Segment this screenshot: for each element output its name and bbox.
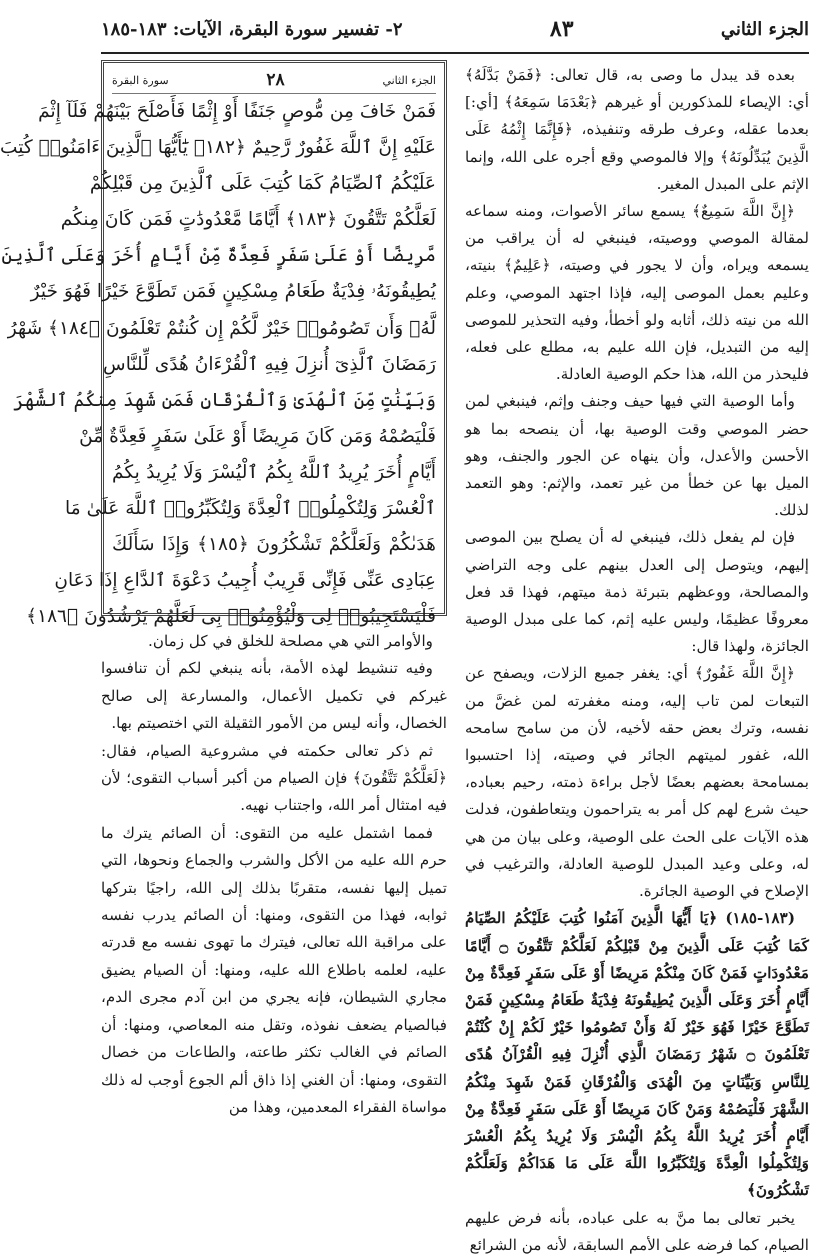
page-number: ٨٣	[549, 16, 574, 42]
mushaf-line: ٱلْعُسْرَ وَلِتُكْمِلُوا۟ ٱلْعِدَّةَ وَلِتُكَبِّرُوا۟ ٱللَّهَ عَلَىٰ مَا	[65, 498, 436, 520]
mushaf-page-number: ٢٨	[266, 70, 285, 90]
mushaf-line: فَلْيَصُمْهُ وَمَن كَانَ مَرِيضًا أَوْ عَلَىٰ سَفَرٍ فَعِدَّةٌ مِّنْ	[79, 425, 436, 447]
page-header	[101, 6, 809, 54]
mushaf-line: وَبَيِّنَٰتٍ مِّنَ ٱلْهُدَىٰ وَٱلْفُرْقَانِ فَمَن شَهِدَ مِنكُمُ ٱلشَّهْرَ	[13, 389, 436, 411]
mushaf-line: هَدَىٰكُمْ وَلَعَلَّكُمْ تَشْكُرُونَ ﴿١٨٥﴾ وَإِذَا سَأَلَكَ	[112, 534, 436, 556]
paragraph: والأوامر التي هي مصلحة للخلق في كل زمان.	[148, 632, 433, 650]
mushaf-line: عَلَيْهِ إِنَّ ٱللَّهَ غَفُورٌ رَّحِيمٌ ﴿١٨٢﴾ يَٰٓأَيُّهَا ٱلَّذِينَ ءَامَنُوا۟ كُتِبَ	[0, 137, 436, 159]
mushaf-line: فَمَنْ خَافَ مِن مُّوصٍ جَنَفًا أَوْ إِثْمًا فَأَصْلَحَ بَيْنَهُمْ فَلَآ إِثْمَ	[38, 101, 436, 122]
paragraph: فإن لم يفعل ذلك، فينبغي له أن يصلح بين الموصى إليهم، ويتوصل إلى العدل بينهم على وجه التراضي والمصالحة، ووعظهم بتبرئة ذمة ميتهم، فهذا قد فعل معروفًا عظيمًا، وليس عليه إثم، كما على مبدل الوصية الجائزة، ولهذا قال:	[465, 528, 809, 656]
surah-info: ٢- تفسير سورة البقرة، الآيات: ١٨٣-١٨٥	[101, 18, 403, 40]
mushaf-header	[112, 67, 436, 94]
mushaf-line: رَمَضَانَ ٱلَّذِىٓ أُنزِلَ فِيهِ ٱلْقُرْءَانُ هُدًى لِّلنَّاسِ	[103, 353, 436, 375]
mushaf-surah-label: سورة البقرة	[112, 73, 169, 87]
paragraph: وفيه تنشيط لهذه الأمة، بأنه ينبغي لكم أن تنافسوا غيركم في تكميل الأعمال، والمسارعة إلى صالح الخصال، وأنه ليس من الأمور الثقيلة التي اختصيتم بها.	[101, 659, 447, 733]
mushaf-line: فَلْيَسْتَجِيبُوا۟ لِى وَلْيُؤْمِنُوا۟ بِى لَعَلَّهُمْ يَرْشُدُونَ ﴿١٨٦﴾	[26, 606, 436, 628]
mushaf-line: لَّهُۥ وَأَن تَصُومُوا۟ خَيْرٌ لَّكُمْ إِن كُنتُمْ تَعْلَمُونَ ﴿١٨٤﴾ شَهْرُ	[7, 317, 436, 339]
mushaf-page-frame	[0, 60, 447, 628]
verse-paragraph: (١٨٣-١٨٥) ﴿يَا أَيُّهَا الَّذِينَ آمَنُوا كُتِبَ عَلَيْكُمُ الصِّيَامُ كَمَا كُتِبَ عَلَى الَّذِينَ مِنْ قَبْلِكُمْ لَعَلَّكُمْ تَتَّقُونَ ۝ أَيَّامًا مَعْدُودَاتٍ فَمَنْ كَانَ مِنْكُمْ مَرِيضًا أَوْ عَلَى سَفَرٍ فَعِدَّةٌ مِنْ أَيَّامٍ أُخَرَ وَعَلَى الَّذِينَ يُطِيقُونَهُ فِدْيَةٌ طَعَامُ مِسْكِينٍ فَمَنْ تَطَوَّعَ خَيْرًا فَهُوَ خَيْرٌ لَهُ وَأَنْ تَصُومُوا خَيْرٌ لَكُمْ إِنْ كُنْتُمْ تَعْلَمُونَ ۝ شَهْرُ رَمَضَانَ الَّذِي أُنْزِلَ فِيهِ الْقُرْآنُ هُدًى لِلنَّاسِ وَبَيِّنَاتٍ مِنَ الْهُدَى وَالْفُرْقَانِ فَمَنْ شَهِدَ مِنْكُمُ الشَّهْرَ فَلْيَصُمْهُ وَمَنْ كَانَ مَرِيضًا أَوْ عَلَى سَفَرٍ فَعِدَّةٌ مِنْ أَيَّامٍ أُخَرَ يُرِيدُ اللَّهُ بِكُمُ الْيُسْرَ وَلَا يُرِيدُ بِكُمُ الْعُسْرَ وَلِتُكْمِلُوا الْعِدَّةَ وَلِتُكَبِّرُوا اللَّهَ عَلَى مَا هَدَاكُمْ وَلَعَلَّكُمْ تَشْكُرُونَ﴾	[465, 909, 810, 1200]
paragraph: ﴿إِنَّ اللَّهَ غَفُورٌ﴾ أي: يغفر جميع الزلات، ويصفح عن التبعات لمن تاب إليه، ومنه مغفرته لمن غضَّ من نفسه، وترك بعض حقه لأخيه، لأن من سامح سامحه الله، غفور لميتهم الجائر في وصيته، إذا احتسبوا بمسامحة بعضهم بعضًا لأجل براءة ذمته، رحيم بعباده، حيث شرع لهم كل أمر به يتراحمون ويتعاطفون، فدلت هذه الآيات على الحث على الوصية، وعلى بيان من هي له، وعلى وعيد المبدل للوصية العادلة، والترغيب في الإصلاح في الوصية الجائرة.	[465, 664, 809, 901]
right-column	[465, 62, 810, 1254]
left-column	[101, 628, 447, 1116]
mushaf-line: مَّرِيضًا أَوْ عَلَىٰ سَفَرٍ فَعِدَّةٌ مِّنْ أَيَّامٍ أُخَرَ وَعَلَى ٱلَّذِينَ	[1, 245, 436, 267]
part-label: الجزء الثاني	[720, 18, 809, 40]
mushaf-part-label: الجزء الثاني	[382, 73, 436, 87]
mushaf-line: عَلَيْكُمُ ٱلصِّيَامُ كَمَا كُتِبَ عَلَى ٱلَّذِينَ مِن قَبْلِكُمْ	[89, 173, 436, 195]
mushaf-line: لَعَلَّكُمْ تَتَّقُونَ ﴿١٨٣﴾ أَيَّامًا مَّعْدُودَٰتٍ فَمَن كَانَ مِنكُم	[60, 209, 436, 231]
mushaf-line: أَيَّامٍ أُخَرَ يُرِيدُ ٱللَّهُ بِكُمُ ٱلْيُسْرَ وَلَا يُرِيدُ بِكُمُ	[112, 461, 436, 483]
paragraph: بعده قد يبدل ما وصى به، قال تعالى: ﴿فَمَنْ بَدَّلَهُ﴾ أي: الإيصاء للمذكورين أو غيرهم ﴿بَعْدَمَا سَمِعَهُ﴾ [أي:] بعدما عقله، وعرف طرقه وتنفيذه، ﴿فَإِنَّمَا إِثْمُهُ عَلَى الَّذِينَ يُبَدِّلُونَهُ﴾ وإلا فالموصي وقع أجره على الله، وإنما الإثم على المبدل المغير.	[465, 66, 809, 193]
paragraph: يخبر تعالى بما منَّ به على عباده، بأنه فرض عليهم الصيام، كما فرضه على الأمم السابقة، لأنه من الشرائع	[465, 1208, 809, 1254]
paragraph: ﴿إِنَّ اللَّهَ سَمِيعٌ﴾ يسمع سائر الأصوات، ومنه سماعه لمقالة الموصي ووصيته، فينبغي له أن يراقب من يسمعه ويراه، وأن لا يجور في وصيته، ﴿عَلِيمٌ﴾ بنيته، وعليم بعمل الموصى إليه، فإذا اجتهد الموصي، وعلم الله من نيته ذلك، أثابه ولو أخطأ، وفيه التحذير للموصى إليه من التبديل، فإن الله عليم به، مطلع على فعله، فليحذر من الله، هذا حكم الوصية العادلة.	[465, 202, 809, 384]
paragraph: ثم ذكر تعالى حكمته في مشروعية الصيام، فقال: ﴿لَعَلَّكُمْ تَتَّقُونَ﴾ فإن الصيام من أكبر أسباب التقوى؛ لأن فيه امتثال أمر الله، واجتناب نهيه.	[101, 741, 447, 815]
mushaf-line: عِبَادِى عَنِّى فَإِنِّى قَرِيبٌ أُجِيبُ دَعْوَةَ ٱلدَّاعِ إِذَا دَعَانِ	[54, 570, 436, 592]
paragraph: فمما اشتمل عليه من التقوى: أن الصائم يترك ما حرم الله عليه من الأكل والشرب والجماع ونحوها، التي تميل إليها نفسه، متقربًا بذلك إلى الله، راجيًا بتركها ثوابه، فهذا من التقوى، ومنها: أن الصائم يدرب نفسه على مراقبة الله تعالى، فيترك ما تهوى نفسه مع قدرته عليه، لعلمه باطلاع الله عليه، ومنها: أن الصيام يضيق مجاري الشيطان، فإنه يجري من ابن آدم مجرى الدم، فبالصيام يضعف نفوذه، وتقل منه المعاصي، ومنها: أن الصائم في الغالب تكثر طاعته، والطاعات من خصال التقوى، ومنها: أن الغني إذا ذاق ألم الجوع أوجب له ذلك مواساة الفقراء المعدمين، وهذا من	[101, 823, 447, 1116]
paragraph: وأما الوصية التي فيها حيف وجنف وإثم، فينبغي لمن حضر الموصي وقت الوصية بها، أن ينصحه بما هو الأحسن والأعدل، وأن ينهاه عن الجور والجنف، وهو الميل بها عن خطأ من غير تعمد، والإثم: وهو التعمد لذلك.	[465, 392, 809, 520]
mushaf-line: يُطِيقُونَهُۥ فِدْيَةٌ طَعَامُ مِسْكِينٍ فَمَن تَطَوَّعَ خَيْرًا فَهُوَ خَيْرٌ	[30, 281, 436, 303]
